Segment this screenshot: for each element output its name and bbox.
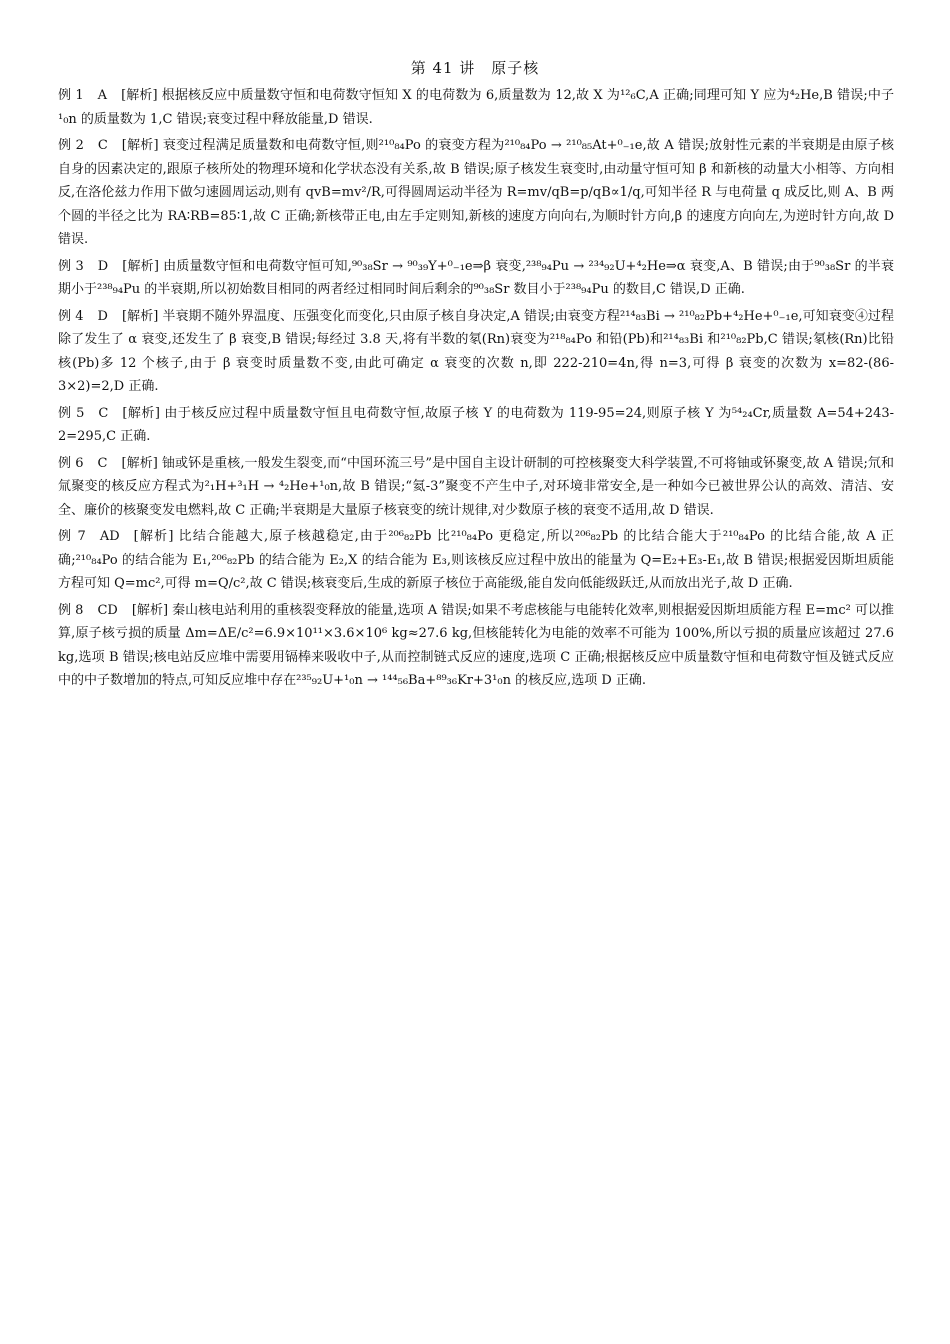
example-6 xyxy=(58,452,894,523)
example-label: 例 2 xyxy=(58,138,84,153)
example-answer: D xyxy=(97,258,109,274)
example-answer: CD xyxy=(97,602,118,618)
analysis-tag: [解析] xyxy=(121,308,159,324)
example-label: 例 6 xyxy=(58,455,84,471)
example-label: 例 8 xyxy=(58,602,84,618)
example-text: 根据核反应中质量数守恒和电荷数守恒知 X 的电荷数为 6,质量数为 12,故 X 为¹²₆C,A 正确;同理可知 Y 应为⁴₂He,B 错误;中子¹₀n 的质量数为 1,C 错误;衰变过程中释放能量,D 错误. xyxy=(58,88,894,127)
example-label: 例 5 xyxy=(58,405,85,421)
example-answer: C xyxy=(98,405,109,421)
analysis-tag: [解析] xyxy=(121,88,158,103)
analysis-tag: [解析] xyxy=(121,138,159,153)
example-text: 比结合能越大,原子核越稳定,由于²⁰⁶₈₂Pb 比²¹⁰₈₄Po 更稳定,所以²⁰⁶₈₂Pb 的比结合能大于²¹⁰₈₄Po 的比结合能,故 A 正确;²¹⁰₈₄Po 的结合能为 E₁,²⁰⁶₈₂Pb 的结合能为 E₂,X 的结合能为 E₃,则该核反应过程中放出的能量为 Q=E₂+E₃-E₁,故 B 错误;根据爱因斯坦质能方程可知 Q=mc²,可得 m=Q/c²,故 C 错误;核衰变后,生成的新原子核位于高能级,能自发向低能级跃迁,从而放出光子,故 D 正确. xyxy=(58,529,895,591)
example-5 xyxy=(58,402,894,449)
example-label: 例 1 xyxy=(58,88,84,103)
page-title: 第 41 讲 原子核 xyxy=(410,59,540,77)
example-answer: AD xyxy=(99,529,120,544)
example-answer: A xyxy=(97,88,108,103)
example-label: 例 4 xyxy=(58,308,84,324)
analysis-tag: [解析] xyxy=(122,405,160,421)
analysis-tag: [解析] xyxy=(133,529,174,544)
analysis-tag: [解析] xyxy=(121,455,158,471)
analysis-tag: [解析] xyxy=(122,258,159,274)
example-1 xyxy=(58,84,894,131)
example-7 xyxy=(58,525,894,596)
example-text: 秦山核电站利用的重核裂变释放的能量,选项 A 错误;如果不考虑核能与电能转化效率,则根据爱因斯坦质能方程 E=mc² 可以推算,原子核亏损的质量 Δm=ΔE/c²=6.9×10¹¹×3.6×10⁶ kg≈27.6 kg,但核能转化为电能的效率不可能为 100%,所以亏损的质量应该超过 27.6 kg,选项 B 错误;核电站反应堆中需要用镉棒来吸收中子,从而控制链式反应的速度,选项 C 正确;根据核反应中质量数守恒和电荷数守恒及链式反应中的中子数增加的特点,可知反应堆中存在²³⁵₉₂U+¹₀n → ¹⁴⁴₅₆Ba+⁸⁹₃₆Kr+3¹₀n 的核反应,选项 D 正确. xyxy=(58,602,895,688)
example-8 xyxy=(58,599,894,693)
example-text: 由质量数守恒和电荷数守恒可知,⁹⁰₃₈Sr → ⁹⁰₃₉Y+⁰₋₁e⇒β 衰变,²³⁸₉₄Pu → ²³⁴₉₂U+⁴₂He⇒α 衰变,A、B 错误;由于⁹⁰₃₈Sr 的半衰期小于²³⁸₉₄Pu 的半衰期,所以初始数目相同的两者经过相同时间后剩余的⁹⁰₃₈Sr 数目小于²³⁸₉₄Pu 的数目,C 错误,D 正确. xyxy=(58,258,894,297)
example-2 xyxy=(58,134,894,252)
example-answer: C xyxy=(97,138,108,153)
solutions-list xyxy=(58,84,894,696)
analysis-tag: [解析] xyxy=(131,602,169,618)
example-text: 由于核反应过程中质量数守恒且电荷数守恒,故原子核 Y 的电荷数为 119-95=24,则原子核 Y 为⁵⁴₂₄Cr,质量数 A=54+243-2=295,C 正确. xyxy=(58,405,895,444)
example-answer: D xyxy=(97,308,108,324)
example-answer: C xyxy=(97,455,108,471)
example-label: 例 7 xyxy=(58,529,86,544)
example-3 xyxy=(58,255,894,302)
example-text: 半衰期不随外界温度、压强变化而变化,只由原子核自身决定,A 错误;由衰变方程²¹⁴₈₃Bi → ²¹⁰₈₂Pb+⁴₂He+⁰₋₁e,可知衰变④过程除了发生了 α 衰变,还发生了 β 衰变,B 错误;每经过 3.8 天,将有半数的氡(Rn)衰变为²¹⁸₈₄Po 和铅(Pb)和²¹⁴₈₃Bi 和²¹⁰₈₂Pb,C 错误;氡核(Rn)比铅核(Pb)多 12 个核子,由于 β 衰变时质量数不变,由此可确定 α 衰变的次数 n,即 222-210=4n,得 n=3,可得 β 衰变的次数为 x=82-(86-3×2)=2,D 正确. xyxy=(58,308,894,394)
example-4 xyxy=(58,305,894,399)
example-text: 衰变过程满足质量数和电荷数守恒,则²¹⁰₈₄Po 的衰变方程为²¹⁰₈₄Po → ²¹⁰₈₅At+⁰₋₁e,故 A 错误;放射性元素的半衰期是由原子核自身的因素决定的,跟原子核所处的物理环境和化学状态没有关系,故 B 错误;原子核发生衰变时,由动量守恒可知 β 和新核的动量大小相等、方向相反,在洛伦兹力作用下做匀速圆周运动,则有 qvB=mv²/R,可得圆周运动半径为 R=mv/qB=p/qB∝1/q,可知半径 R 与电荷量 q 成反比,则 A、B 两个圆的半径之比为 RA∶RB=85∶1,故 C 正确;新核带正电,由左手定则知,新核的速度方向向右,为顺时针方向,β 的速度方向向左,为逆时针方向,故 D 错误. xyxy=(58,138,894,247)
example-text: 铀或钚是重核,一般发生裂变,而“中国环流三号”是中国自主设计研制的可控核聚变大科学装置,不可将铀或钚聚变,故 A 错误;氘和氚聚变的核反应方程式为²₁H+³₁H → ⁴₂He+¹₀n,故 B 错误;“氦-3”聚变不产生中子,对环境非常安全,是一种如今已被世界公认的高效、清洁、安全、廉价的核聚变发电燃料,故 C 正确;半衰期是大量原子核衰变的统计规律,对少数原子核的衰变不适用,故 D 错误. xyxy=(58,455,894,518)
example-label: 例 3 xyxy=(58,258,84,274)
